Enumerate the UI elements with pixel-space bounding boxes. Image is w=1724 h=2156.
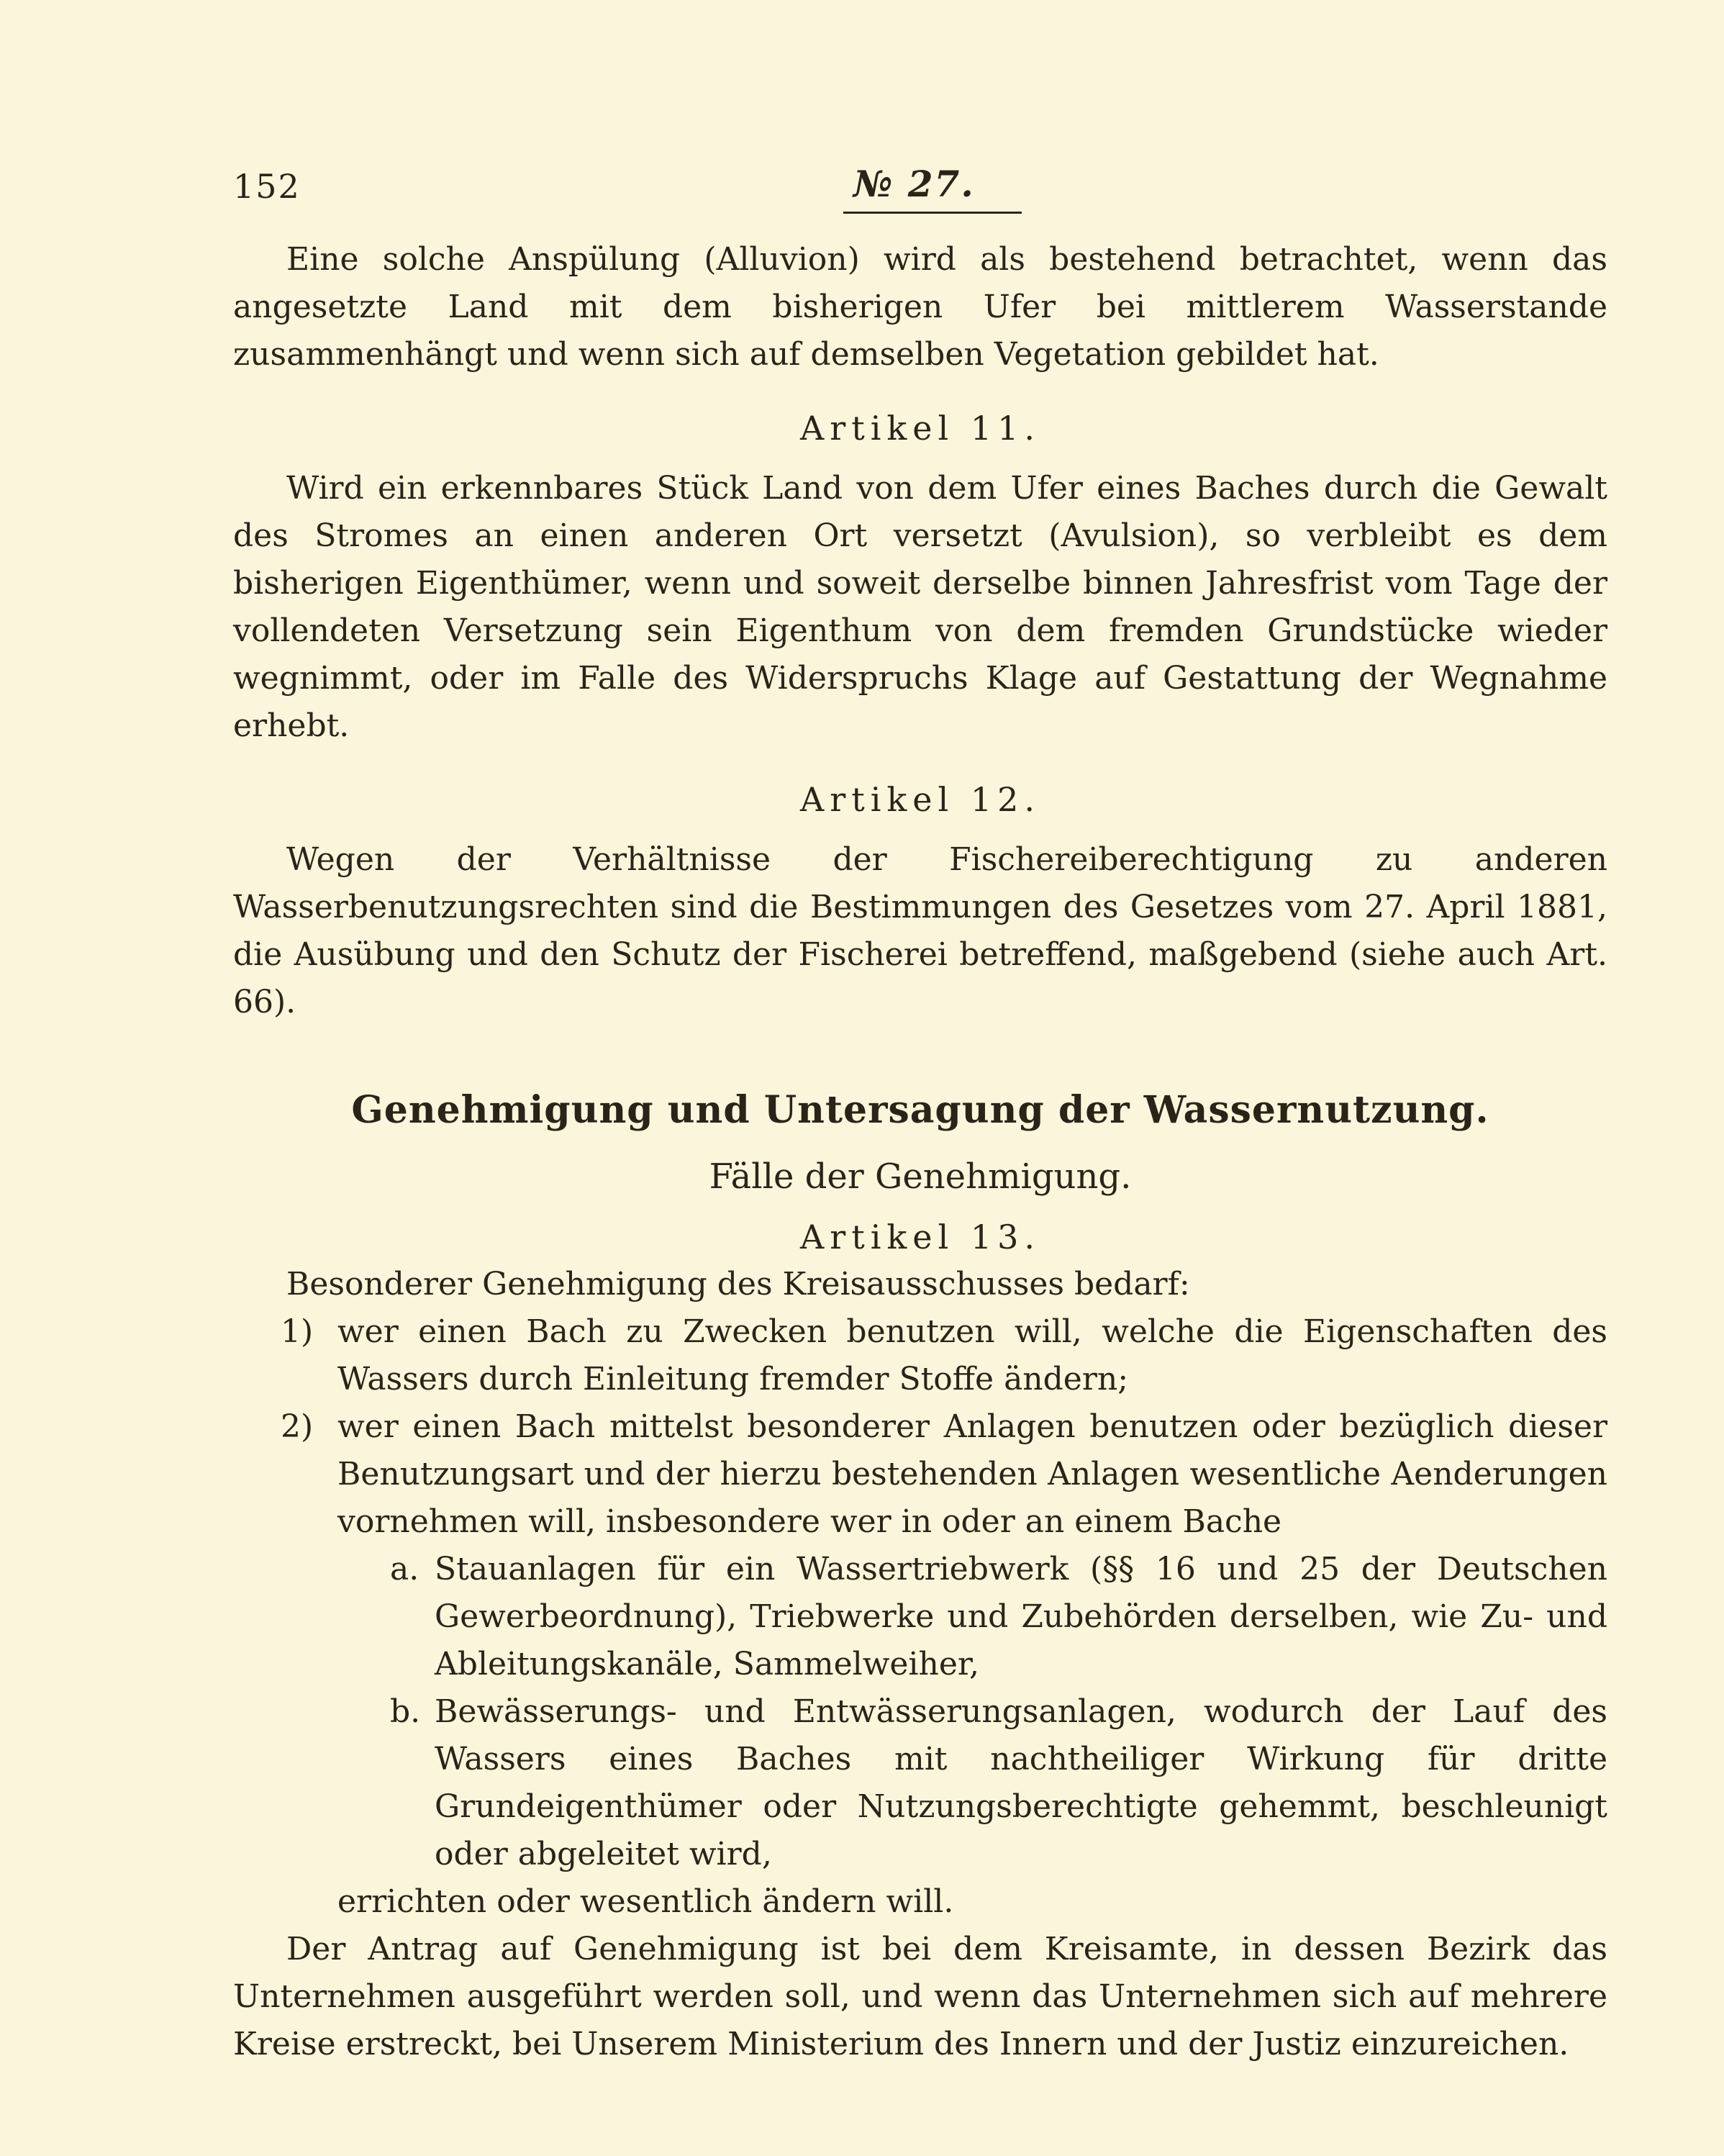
article-11-text: Wird ein erkennbares Stück Land von dem Ufer eines Baches durch die Gewalt des Stromes an einen anderen Ort versetzt (Avulsion), so verbleibt es dem bisherigen Eigenthümer, wenn und soweit derselbe binnen Jahresfrist vom Tage der vollendeten Versetzung sein Eigenthum von dem fremden Grundstücke wieder wegnimmt, oder im Falle des Widerspruchs Klage auf Gestattung der Wegnahme erhebt. [233,470,1607,744]
list-text-1: wer einen Bach zu Zwecken benutzen will, welche die Eigenschaften des Wassers durch Einleitung fremder Stoffe ändern; [337,1313,1607,1398]
sub-text-b: Bewässerungs- und Entwässerungsanlagen, wodurch der Lauf des Wassers eines Baches mit nachtheiliger Wirkung für dritte Grundeigenthümer oder Nutzungsberechtigte gehemmt, beschleunigt oder abgeleitet wird, [435,1693,1607,1872]
subsection-heading: Fälle der Genehmigung. [709,1156,1132,1197]
article-11-heading: Artikel 11. [800,409,1040,448]
article-12-heading: Artikel 12. [800,780,1040,819]
header-title: № 27. [853,163,975,205]
sub-text-a: Stauanlagen für ein Wassertriebwerk (§§ 16 und 25 der Deutschen Gewerbeordnung), Triebwerke und Zubehörden derselben, wie Zu- und Ableitungskanäle, Sammelweiher, [435,1551,1607,1682]
section-heading: Genehmigung und Untersagung der Wassernutzung. [351,1088,1489,1132]
sub-item-b [233,1688,1607,1878]
list-marker-1: 1) [281,1313,314,1350]
page-header [233,163,1494,217]
list-text-2: wer einen Bach mittelst besonderer Anlagen benutzen oder bezüglich dieser Benutzungsart und der hierzu bestehenden Anlagen wesentliche Aenderungen vornehmen will, insbesondere wer in oder an einem Bache [337,1408,1607,1540]
page-number: 152 [233,167,301,206]
article-13-intro: Besonderer Genehmigung des Kreisausschusses bedarf: [286,1266,1190,1303]
article-13-heading: Artikel 13. [800,1218,1040,1256]
paragraph-alluvion: Eine solche Anspülung (Alluvion) wird als bestehend betrachtet, wenn das angesetzte Land mit dem bisherigen Ufer bei mittlerem Wasserstande zusammenhängt und wenn sich auf demselben Vegetation gebildet hat. [233,241,1607,373]
page-body [233,236,1607,2068]
sub-marker-a: a. [390,1551,419,1587]
item-2-closing: errichten oder wesentlich ändern will. [337,1883,954,1920]
sub-marker-b: b. [390,1693,421,1730]
article-12-text: Wegen der Verhältnisse der Fischereiberechtigung zu anderen Wasserbenutzungsrechten sind die Bestimmungen des Gesetzes vom 27. April 1881, die Ausübung und den Schutz der Fischerei betreffend, maßgebend (siehe auch Art. 66). [233,841,1607,1020]
list-item-2 [233,1403,1607,1546]
list-item-1 [233,1308,1607,1403]
list-marker-2: 2) [281,1408,314,1445]
final-paragraph: Der Antrag auf Genehmigung ist bei dem Kreisamte, in dessen Bezirk das Unternehmen ausgeführt werden soll, und wenn das Unternehmen sich auf mehrere Kreise erstreckt, bei Unserem Ministerium des Innern und der Justiz einzureichen. [233,1931,1607,2062]
sub-item-a [233,1546,1607,1688]
header-rule [843,212,1022,214]
